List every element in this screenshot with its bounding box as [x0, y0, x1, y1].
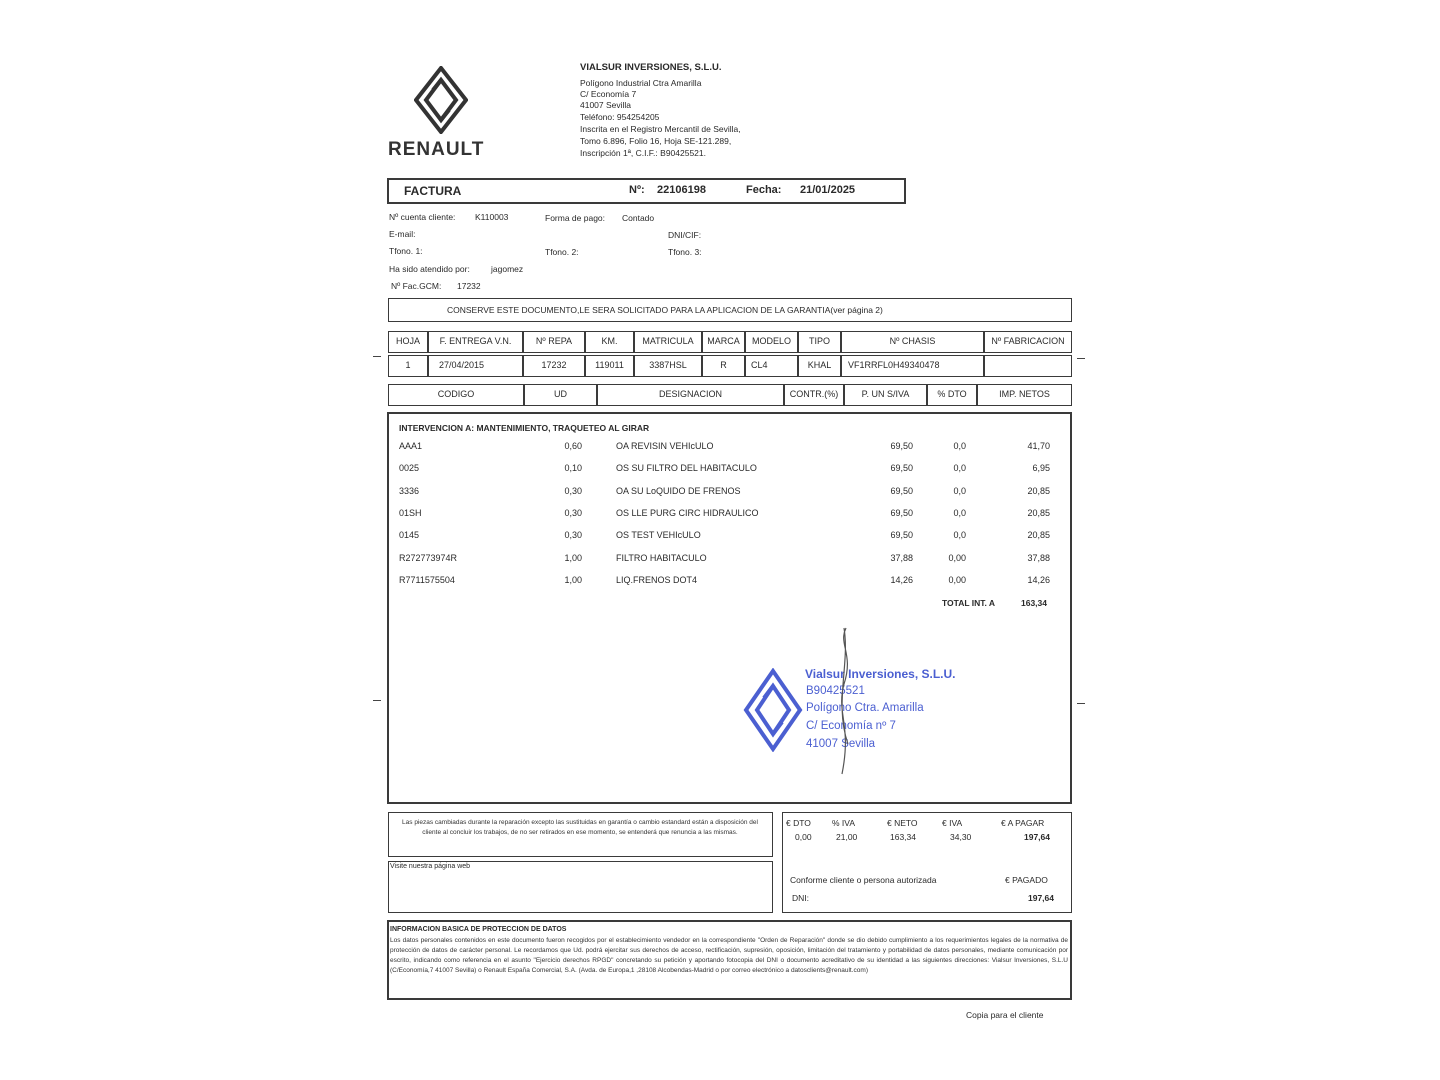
summary-header: € NETO	[887, 818, 918, 828]
warranty-notice: CONSERVE ESTE DOCUMENTO,LE SERA SOLICITADO PARA LA APLICACION DE LA GARANTIA(ver página 2)	[447, 305, 883, 315]
stamp-logo-icon	[742, 668, 804, 752]
vehicle-value: R	[702, 355, 745, 377]
stamp-line: 41007 Sevilla	[806, 738, 876, 750]
line-ud: 0,10	[564, 463, 582, 474]
attended-label: Ha sido atendido por:	[389, 264, 470, 274]
line-code: 3336	[399, 485, 420, 496]
line-dto: 0,0	[953, 485, 966, 496]
email-label: E-mail:	[389, 229, 416, 239]
fac-label: Nº Fac.GCM:	[391, 281, 442, 291]
summary-header: % IVA	[832, 818, 855, 828]
vehicle-header: MODELO	[745, 331, 798, 353]
invoice-title: FACTURA	[404, 184, 462, 198]
renault-logo-icon	[414, 66, 468, 134]
line-price: 14,26	[890, 574, 913, 585]
line-dto: 0,00	[948, 574, 966, 585]
dni-label: DNI/CIF:	[668, 230, 702, 240]
line-code: 0025	[399, 463, 420, 474]
vehicle-value: KHAL	[798, 355, 841, 377]
line-dto: 0,0	[953, 530, 966, 541]
line-price: 69,50	[890, 507, 913, 518]
vehicle-header: TIPO	[798, 331, 841, 353]
line-net: 41,70	[1027, 441, 1050, 451]
company-line: Teléfono: 954254205	[580, 112, 660, 122]
lines-header: % DTO	[927, 384, 977, 406]
paid-value: 197,64	[1028, 893, 1054, 903]
vehicle-value: 17232	[523, 355, 585, 377]
line-net: 14,26	[1027, 574, 1050, 585]
line-desc: OA REVISIN VEHIcULO	[616, 441, 714, 451]
company-line: Inscripción 1ª, C.I.F.: B90425521.	[580, 148, 706, 158]
summary-value: 34,30	[950, 832, 972, 842]
invoice-number-label: Nº:	[629, 184, 645, 196]
line-ud: 0,30	[564, 530, 582, 541]
vehicle-header: Nº FABRICACION	[984, 331, 1072, 353]
line-desc: OS LLE PURG CIRC HIDRAULICO	[616, 507, 759, 518]
summary-value: 21,00	[836, 832, 858, 842]
line-price: 69,50	[890, 530, 913, 541]
phone1-label: Tfono. 1:	[389, 246, 423, 256]
line-dto: 0,0	[953, 463, 966, 474]
line-ud: 0,30	[564, 485, 582, 496]
summary-header: € DTO	[786, 818, 811, 828]
lines-header: UD	[524, 384, 597, 406]
summary-header: € A PAGAR	[1001, 818, 1045, 828]
vehicle-header: KM.	[585, 331, 634, 353]
vehicle-value: 27/04/2015	[428, 355, 523, 377]
account-value: K110003	[475, 212, 509, 222]
margin-tick	[1077, 703, 1085, 704]
signature-icon	[828, 624, 860, 778]
company-line: Tomo 6.896, Folio 16, Hoja SE-121.289,	[580, 136, 732, 146]
total-label: TOTAL INT. A	[942, 598, 996, 608]
vehicle-header: MARCA	[702, 331, 745, 353]
payment-value: Contado	[622, 213, 655, 223]
paid-label: € PAGADO	[1005, 875, 1048, 885]
margin-tick	[373, 700, 381, 701]
privacy-title: INFORMACION BASICA DE PROTECCION DE DATOS	[390, 926, 567, 933]
line-code: R272773974R	[399, 552, 458, 563]
line-net: 37,88	[1027, 552, 1050, 563]
vehicle-value: CL4	[745, 355, 798, 377]
privacy-text: Los datos personales contenidos en este documento fueron recogidos por el establecimiento vendedor en la correspondiente "Orden de Reparación" donde se dio debido cumplimiento a los requerimientos legales de la normativa de protección de datos de carácter personal. Le recordamos que Ud. podrá ejercitar sus derechos de acceso, rectificación, supresión, oposición, limitación del tratamiento y portabilidad de datos personales, mediante comunicación por escrito, indicando como referencia en el asunto "Ejercicio derechos RPGD" concretando su petición y aportando fotocopia del DNI o documento acreditativo de su identidad a las siguientes direcciones: Vialsur Inversiones, S.L.U (C/Economía,7 41007 Sevilla) o Renault España Comercial, S.A. (Avda. de Europa,1 ,28108 Alcobendas-Madrid o por correo electrónico a datosclients@renault.com)	[390, 937, 1068, 974]
lines-header: DESIGNACION	[597, 384, 784, 406]
margin-tick	[1077, 358, 1085, 359]
stamp-line: Vialsur Inversiones, S.L.U.	[805, 667, 956, 681]
line-price: 69,50	[890, 463, 913, 474]
brand-name: RENAULT	[388, 139, 485, 160]
line-dto: 0,0	[953, 441, 966, 451]
line-desc: OA SU LoQUIDO DE FRENOS	[616, 485, 741, 496]
parts-note: Las piezas cambiadas durante la reparación excepto las sustituidas en garantía o cambio estandard están a disposición del cliente al concluir los trabajos, de no ser retirados en ese momento, se entenderá que renuncia a las mismas.	[402, 819, 758, 836]
conforme-label: Conforme cliente o persona autorizada	[790, 875, 937, 885]
account-label: Nº cuenta cliente:	[389, 212, 456, 222]
line-ud: 0,60	[564, 441, 582, 451]
payment-label: Forma de pago:	[545, 213, 606, 223]
line-code: 01SH	[399, 507, 422, 518]
invoice-date-label: Fecha:	[746, 184, 782, 196]
lines-header: CODIGO	[388, 384, 524, 406]
invoice-date: 21/01/2025	[800, 184, 856, 196]
total-value: 163,34	[1021, 598, 1047, 608]
company-line: Polígono Industrial Ctra Amarilla	[580, 78, 702, 88]
line-dto: 0,0	[953, 507, 966, 518]
lines-header: P. UN S/IVA	[844, 384, 927, 406]
vehicle-header: MATRICULA	[634, 331, 702, 353]
line-net: 20,85	[1027, 507, 1050, 518]
company-line: Inscrita en el Registro Mercantil de Sevilla,	[580, 124, 741, 134]
margin-tick	[373, 356, 381, 357]
line-price: 37,88	[890, 552, 913, 563]
stamp-line: B90425521	[806, 685, 865, 697]
line-code: 0145	[399, 530, 420, 541]
vehicle-header: F. ENTREGA V.N.	[428, 331, 523, 353]
line-price: 69,50	[890, 485, 913, 496]
intervention-title: INTERVENCION A: MANTENIMIENTO, TRAQUETEO AL GIRAR	[399, 423, 650, 433]
stamp-line: Polígono Ctra. Amarilla	[806, 702, 924, 714]
summary-value: 0,00	[795, 832, 812, 842]
line-code: AAA1	[399, 441, 423, 451]
summary-header: € IVA	[942, 818, 963, 828]
vehicle-value: 3387HSL	[634, 355, 702, 377]
company-name: VIALSUR INVERSIONES, S.L.U.	[580, 62, 722, 73]
line-desc: FILTRO HABITACULO	[616, 552, 707, 563]
summary-dni-label: DNI:	[792, 893, 809, 903]
lines-header: CONTR.(%)	[784, 384, 844, 406]
vehicle-header: Nº REPA	[523, 331, 585, 353]
vehicle-value: VF1RRFL0H49340478	[841, 355, 984, 377]
company-line: C/ Economía 7	[580, 89, 637, 99]
line-desc: LIQ.FRENOS DOT4	[616, 574, 698, 585]
company-line: 41007 Sevilla	[580, 100, 632, 110]
line-ud: 1,00	[564, 552, 582, 563]
invoice-number: 22106198	[657, 184, 706, 196]
stamp-line: C/ Economía nº 7	[806, 720, 896, 732]
line-price: 69,50	[890, 441, 913, 451]
line-desc: OS SU FILTRO DEL HABITACULO	[616, 463, 757, 474]
web-note: Visite nuestra página web	[390, 863, 471, 870]
summary-value: 163,34	[890, 832, 916, 842]
line-net: 6,95	[1032, 463, 1050, 474]
phone2-label: Tfono. 2:	[545, 247, 579, 257]
summary-total: 197,64	[1024, 832, 1050, 842]
lines-header: IMP. NETOS	[977, 384, 1072, 406]
vehicle-header: Nº CHASIS	[841, 331, 984, 353]
vehicle-value: 1	[388, 355, 428, 377]
line-ud: 0,30	[564, 507, 582, 518]
fac-value: 17232	[457, 281, 481, 291]
attended-value: jagomez	[491, 264, 524, 274]
vehicle-value: 119011	[585, 355, 634, 377]
line-dto: 0,00	[948, 552, 966, 563]
vehicle-header: HOJA	[388, 331, 428, 353]
copy-footer: Copia para el cliente	[966, 1010, 1044, 1020]
line-desc: OS TEST VEHIcULO	[616, 530, 701, 541]
line-net: 20,85	[1027, 530, 1050, 541]
phone3-label: Tfono. 3:	[668, 247, 702, 257]
line-ud: 1,00	[564, 574, 582, 585]
vehicle-value	[984, 355, 1072, 377]
line-net: 20,85	[1027, 485, 1050, 496]
line-code: R7711575504	[399, 574, 455, 585]
